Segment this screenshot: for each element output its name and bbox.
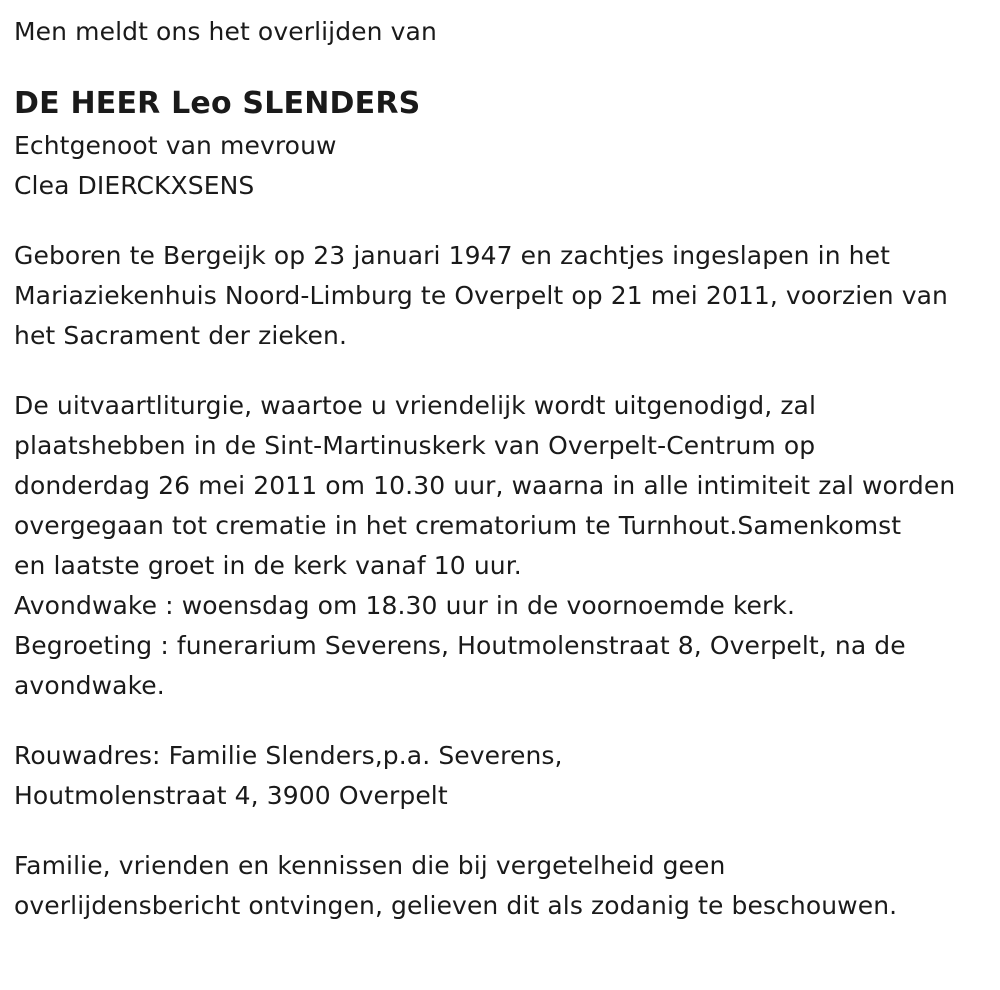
spacer (14, 816, 982, 846)
paragraph-line: Rouwadres: Familie Slenders,p.a. Severens, (14, 741, 563, 770)
paragraph-line: Mariaziekenhuis Noord-Limburg te Overpelt op 21 mei 2011, voorzien van (14, 281, 949, 310)
paragraph-line: Begroeting : funerarium Severens, Houtmolenstraat 8, Overpelt, na de (14, 631, 906, 660)
paragraph-line: het Sacrament der zieken. (14, 321, 348, 350)
paragraph-line: overgegaan tot crematie in het crematorium te Turnhout.Samenkomst (14, 511, 902, 540)
closing-paragraph (14, 846, 982, 926)
paragraph-line: avondwake. (14, 671, 165, 700)
deceased-name: DE HEER Leo SLENDERS (14, 86, 421, 121)
paragraph-line: Avondwake : woensdag om 18.30 uur in de voornoemde kerk. (14, 591, 796, 620)
birth-death-paragraph (14, 236, 982, 356)
spacer (14, 206, 982, 236)
spacer (14, 52, 982, 82)
paragraph-line: De uitvaartliturgie, waartoe u vriendelijk wordt uitgenodigd, zal (14, 391, 817, 420)
paragraph-line: en laatste groet in de kerk vanaf 10 uur. (14, 551, 522, 580)
intro-text: Men meldt ons het overlijden van (14, 17, 437, 46)
spouse-label: Echtgenoot van mevrouw (14, 131, 337, 160)
paragraph-line: donderdag 26 mei 2011 om 10.30 uur, waarna in alle intimiteit zal worden (14, 471, 956, 500)
paragraph-line: plaatshebben in de Sint-Martinuskerk van Overpelt-Centrum op (14, 431, 816, 460)
spacer (14, 706, 982, 736)
paragraph-line: Houtmolenstraat 4, 3900 Overpelt (14, 781, 448, 810)
mourning-address-paragraph (14, 736, 982, 816)
paragraph-line: Familie, vrienden en kennissen die bij vergetelheid geen (14, 851, 726, 880)
paragraph-line: overlijdensbericht ontvingen, gelieven dit als zodanig te beschouwen. (14, 891, 898, 920)
paragraph-line: Geboren te Bergeijk op 23 januari 1947 en zachtjes ingeslapen in het (14, 241, 891, 270)
spouse-name: Clea DIERCKXSENS (14, 171, 255, 200)
spacer (14, 356, 982, 386)
service-paragraph (14, 386, 982, 706)
